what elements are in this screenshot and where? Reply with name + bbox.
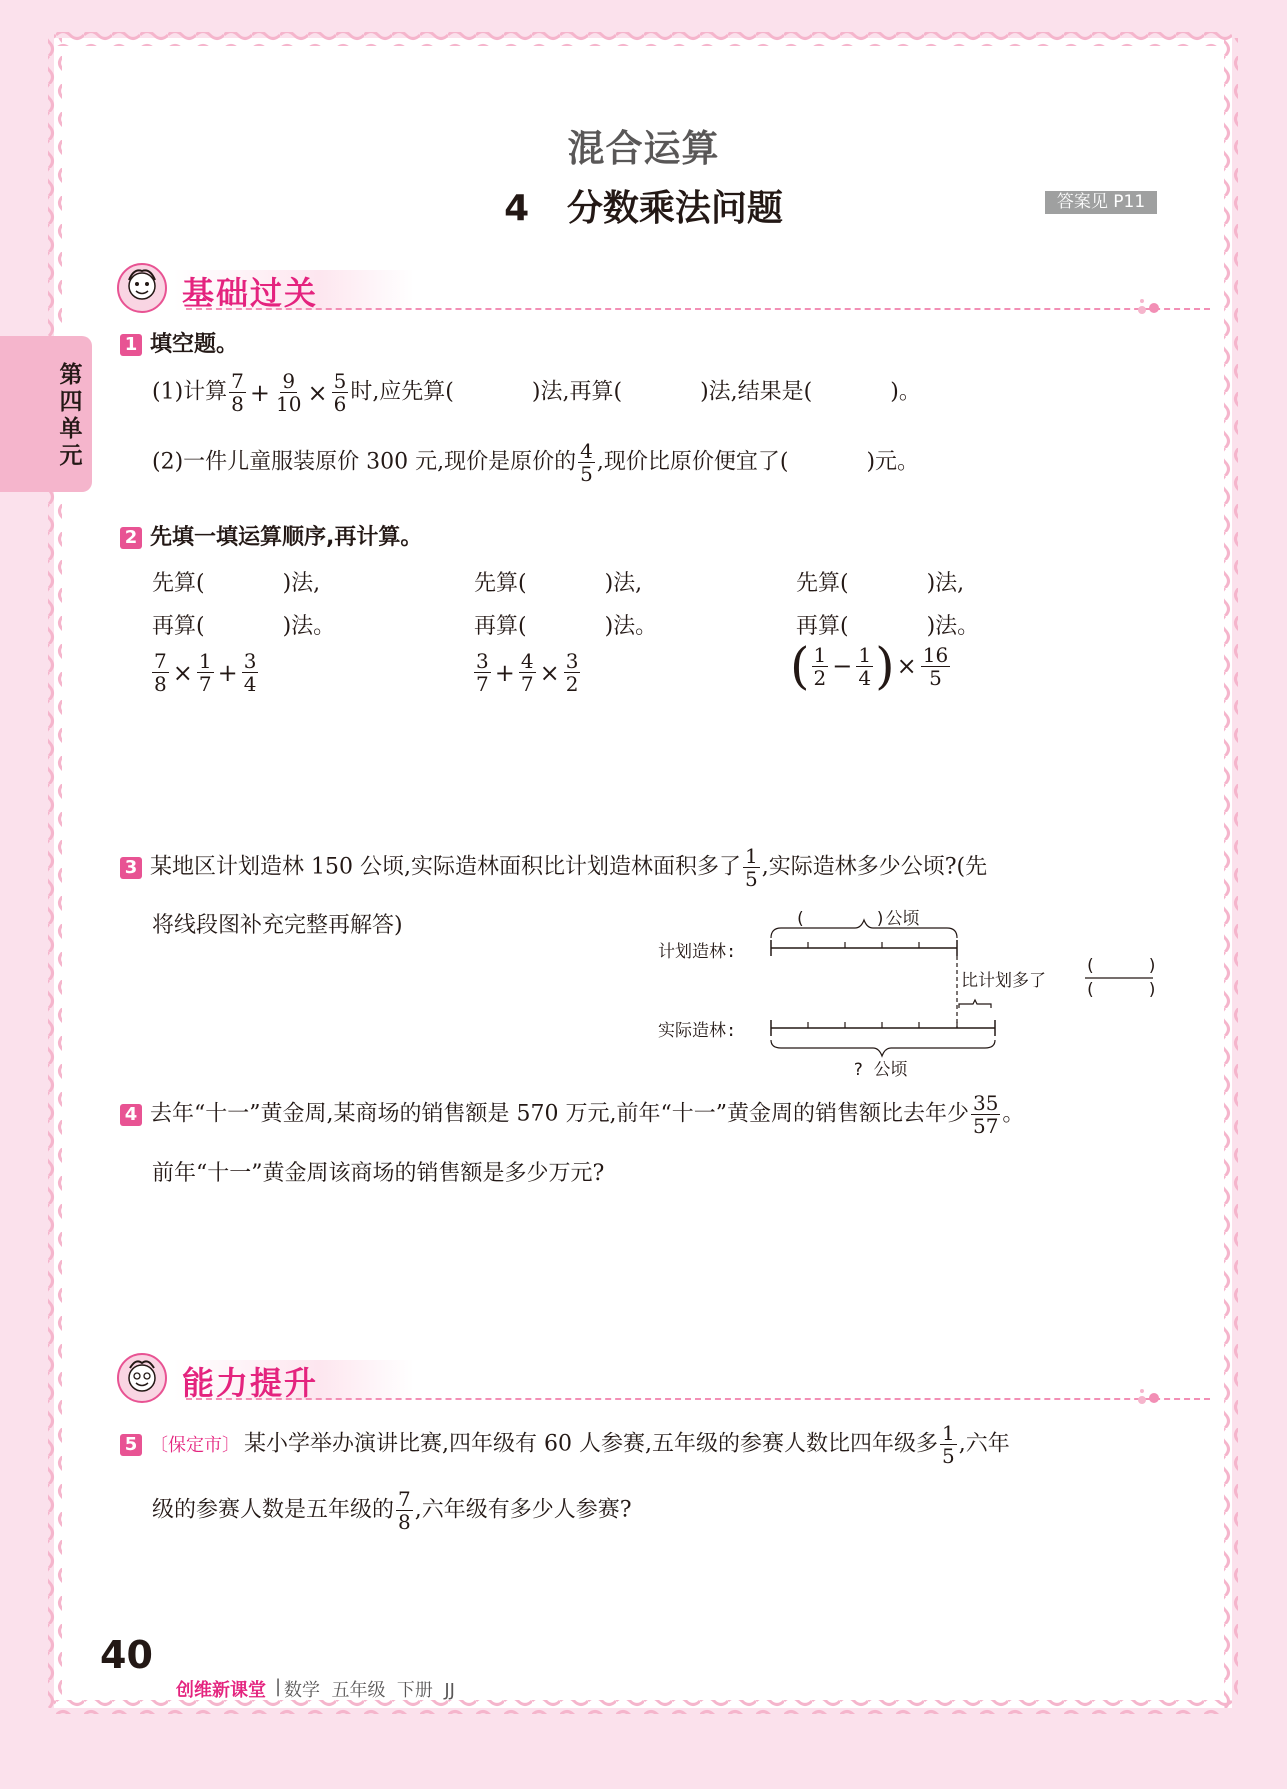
question-5-line-2: 级的参赛人数是五年级的 $\frac{7}{8}$ ,六年级有多少人参赛? [152, 1487, 632, 1534]
section-header-advance [116, 1348, 1166, 1408]
q2-order-col-1: 先算( )法, 再算( )法。 [152, 571, 336, 639]
source-tag: 〔保定市〕 [150, 1434, 240, 1456]
section-title-basic: 基础过关 [182, 274, 319, 312]
question-1-heading [120, 327, 238, 358]
answer-reference-badge: 答案见 P11 [1045, 191, 1157, 214]
diagram-more-label: 比计划多了 [961, 971, 1046, 991]
question-5-line-1: 5 〔保定市〕 某小学举办演讲比赛,四年级有 60 人参赛,五年级的参赛人数比四年级多 $\frac{1}{5}$ ,六年 [120, 1422, 1010, 1467]
question-1-part-1: (1)计算 $\frac{7}{8}$ + $\frac{9}{10}$ × $\frac{5}{6}$ 时,应先算( )法,再算( )法,结果是( )。 [152, 369, 921, 416]
question-4-line-2: 前年“十一”黄金周该商场的销售额是多少万元? [152, 1161, 605, 1186]
dots-decoration-icon [1136, 1388, 1166, 1408]
question-1-part-2: (2)一件儿童服装原价 300 元,现价是原价的 $\frac{4}{5}$ ,现价比原价便宜了( )元。 [152, 439, 920, 486]
question-number-badge: 5 [120, 1434, 142, 1456]
footer-brand: 创维新课堂 [176, 1680, 266, 1701]
fraction: $\frac{7}{8}$ [398, 1487, 411, 1534]
fraction: $\frac{7}{8}$ [231, 369, 244, 416]
q2-order-col-3: 先算( )法, 再算( )法。 [796, 571, 980, 639]
q2-expression-2: $\frac{3}{7}$ + $\frac{4}{7}$ × $\frac{3}{2}$ [476, 649, 579, 696]
footer-separator: | [275, 1676, 282, 1697]
fraction: $\frac{1}{5}$ [941, 1421, 955, 1468]
q2-expression-1: $\frac{7}{8}$ × $\frac{1}{7}$ + $\frac{3}{4}$ [154, 649, 257, 696]
chapter-title: 混合运算 [567, 127, 720, 170]
lesson-title: 4 分数乘法问题 [504, 188, 783, 229]
line-segment-diagram [655, 900, 1175, 1080]
unit-side-label: 第四单元 [59, 362, 83, 469]
footer-book-info: 数学 五年级 下册 JJ [284, 1680, 455, 1701]
fraction: $\frac{35}{57}$ [972, 1091, 999, 1138]
q1p1-prefix: (1)计算 [152, 379, 228, 405]
section-divider [186, 308, 1210, 310]
mascot-icon [116, 1352, 168, 1404]
fraction: $\frac{1}{5}$ [744, 844, 758, 891]
diagram-bottom-label: ? 公顷 [853, 1060, 908, 1080]
section-header-basic [116, 258, 1166, 318]
fraction: $\frac{5}{6}$ [333, 369, 347, 416]
question-2-title: 先填一填运算顺序,再计算。 [150, 525, 423, 550]
diagram-top-label: ( )公顷 [795, 909, 920, 929]
question-number-badge: 2 [120, 527, 142, 549]
dots-decoration-icon [1136, 298, 1166, 318]
question-1-title: 填空题。 [150, 332, 239, 357]
diagram-plan-label: 计划造林: [658, 942, 737, 962]
page-number: 40 [100, 1633, 153, 1677]
question-number-badge: 1 [120, 334, 142, 356]
section-divider [186, 1398, 1210, 1400]
diagram-fraction-blank[interactable]: ( ) ( ) [1085, 956, 1158, 1000]
question-number-badge: 3 [120, 857, 142, 879]
fraction: $\frac{9}{10}$ [276, 369, 302, 416]
diagram-actual-label: 实际造林: [658, 1021, 737, 1041]
mascot-icon [116, 262, 168, 314]
fraction: $\frac{4}{5}$ [580, 439, 593, 486]
question-3-line-2: 将线段图补充完整再解答) [152, 913, 403, 938]
section-title-advance: 能力提升 [182, 1364, 319, 1402]
segment-lines [655, 900, 1175, 1080]
q2-expression-3: ( $\frac{1}{2}$ − $\frac{1}{4}$ )× $\frac{16}{5}$ [790, 637, 949, 695]
question-4-line-1: 4 去年“十一”黄金周,某商场的销售额是 570 万元,前年“十一”黄金周的销售额比去年少 $\frac{35}{57}$ 。 [120, 1092, 1024, 1137]
q2-order-col-2: 先算( )法, 再算( )法。 [474, 571, 658, 639]
question-number-badge: 4 [120, 1104, 142, 1126]
question-3-line-1: 3 某地区计划造林 150 公顷,实际造林面积比计划造林面积多了 $\frac{1}{5}$ ,实际造林多少公顷?(先 [120, 845, 987, 890]
question-2-heading [120, 520, 422, 551]
